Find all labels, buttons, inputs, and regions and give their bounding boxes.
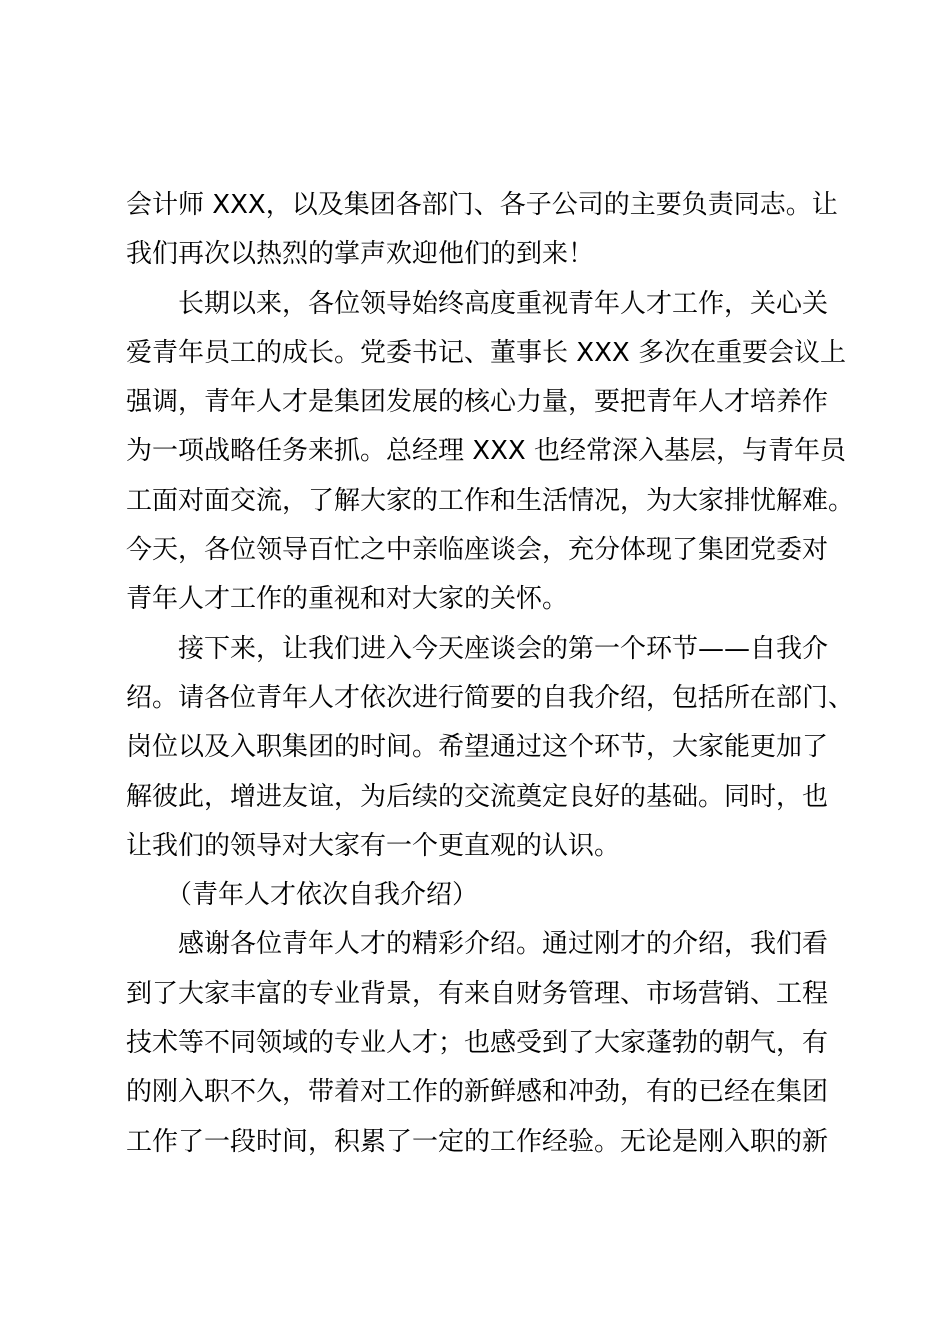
text-line: 岗位以及入职集团的时间。希望通过这个环节，大家能更加了 — [126, 732, 829, 763]
text-line: 强调，青年人才是集团发展的核心力量，要把青年人才培养作 — [126, 387, 829, 418]
text-line: 解彼此，增进友谊，为后续的交流奠定良好的基础。同时，也 — [126, 781, 829, 812]
text-line: 到了大家丰富的专业背景，有来自财务管理、市场营销、工程 — [126, 978, 829, 1009]
text-line: 技术等不同领域的专业人才；也感受到了大家蓬勃的朝气，有 — [126, 1028, 829, 1059]
stage-direction: （青年人才依次自我介绍） — [166, 880, 479, 911]
text-line: 绍。请各位青年人才依次进行简要的自我介绍，包括所在部门、 — [126, 682, 855, 713]
text-line: 我们再次以热烈的掌声欢迎他们的到来！ — [126, 239, 595, 270]
text-line: 接下来，让我们进入今天座谈会的第一个环节——自我介 — [178, 633, 829, 664]
text-line: 爱青年员工的成长。党委书记、董事长 XXX 多次在重要会议上 — [126, 337, 846, 368]
text-line: 的刚入职不久，带着对工作的新鲜感和冲劲，有的已经在集团 — [126, 1077, 829, 1108]
text-line: 让我们的领导对大家有一个更直观的认识。 — [126, 830, 621, 861]
text-line: 感谢各位青年人才的精彩介绍。通过刚才的介绍，我们看 — [178, 929, 829, 960]
text-line: 青年人才工作的重视和对大家的关怀。 — [126, 584, 569, 615]
body-text — [126, 181, 855, 1167]
text-line: 工面对面交流，了解大家的工作和生活情况，为大家排忧解难。 — [126, 485, 855, 516]
text-line: 工作了一段时间，积累了一定的工作经验。无论是刚入职的新 — [126, 1126, 829, 1157]
text-line: 长期以来，各位领导始终高度重视青年人才工作，关心关 — [178, 288, 829, 319]
text-line: 会计师 XXX，以及集团各部门、各子公司的主要负责同志。让 — [126, 190, 838, 220]
text-line: 为一项战略任务来抓。总经理 XXX 也经常深入基层，与青年员 — [126, 436, 846, 467]
text-line: 今天，各位领导百忙之中亲临座谈会，充分体现了集团党委对 — [126, 535, 829, 566]
